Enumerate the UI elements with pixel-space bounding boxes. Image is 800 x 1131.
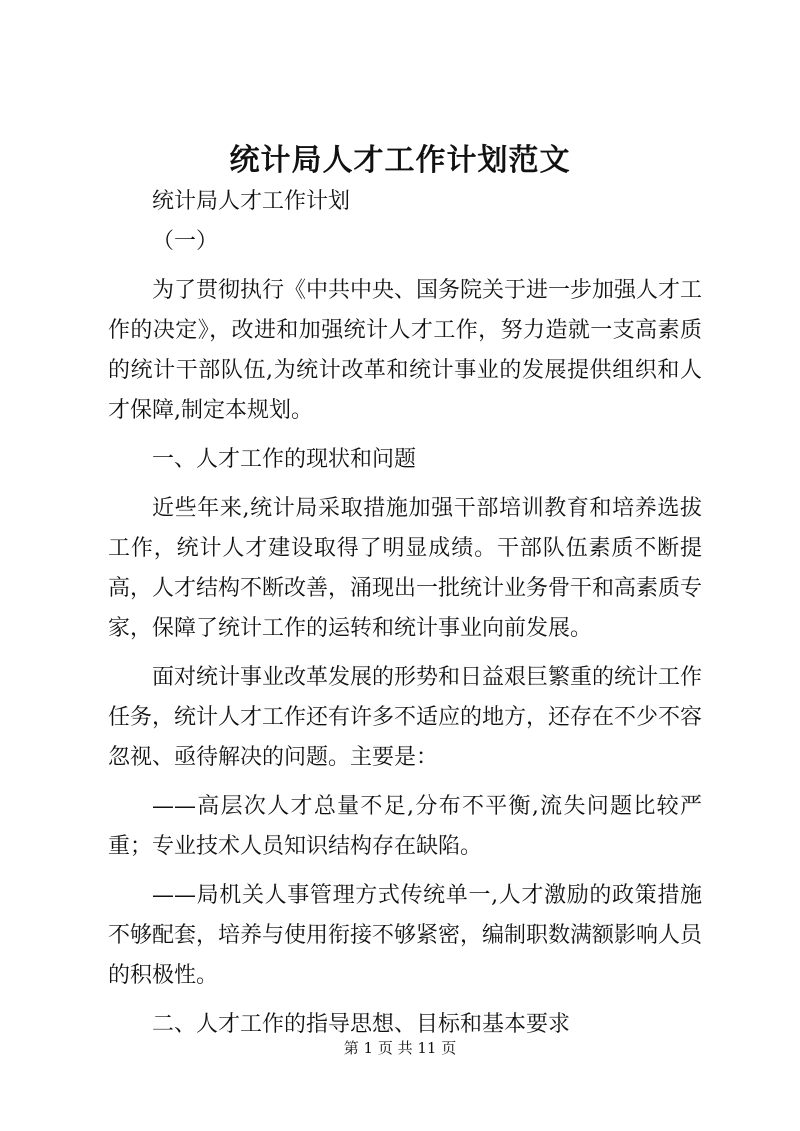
page-footer: 第 1 页 共 11 页 bbox=[343, 1039, 457, 1057]
document-body bbox=[108, 182, 702, 1045]
subtitle-paragraph: 统计局人才工作计划 bbox=[152, 189, 351, 214]
section-heading-2: 二、人才工作的指导思想、目标和基本要求 bbox=[152, 1012, 571, 1037]
problem-item-1: ——高层次人才总量不足,分布不平衡,流失问题比较严重；专业技术人员知识结构存在缺陷。 bbox=[108, 794, 702, 859]
section-number: （一） bbox=[152, 229, 219, 254]
problem-item-2: ——局机关人事管理方式传统单一,人才激励的政策措施不够配套，培养与使用衔接不够紧密，编制职数满额影响人员的积极性。 bbox=[108, 883, 703, 988]
intro-paragraph: 为了贯彻执行《中共中央、国务院关于进一步加强人才工作的决定》，改进和加强统计人才工作，努力造就一支高素质的统计干部队伍,为统计改革和统计事业的发展提供组织和人才保障,制定本规划。 bbox=[108, 278, 703, 423]
status-paragraph: 近些年来,统计局采取措施加强干部培训教育和培养选拔工作，统计人才建设取得了明显成绩。干部队伍素质不断提高，人才结构不断改善，涌现出一批统计业务骨干和高素质专家，保障了统计工作的运转和统计事业向前发展。 bbox=[108, 496, 703, 641]
document-title: 统计局人才工作计划范文 bbox=[229, 143, 571, 178]
section-heading-1: 一、人才工作的现状和问题 bbox=[152, 447, 417, 472]
challenges-paragraph: 面对统计事业改革发展的形势和日益艰巨繁重的统计工作任务，统计人才工作还有许多不适应的地方，还存在不少不容忽视、亟待解决的问题。主要是： bbox=[108, 665, 703, 770]
